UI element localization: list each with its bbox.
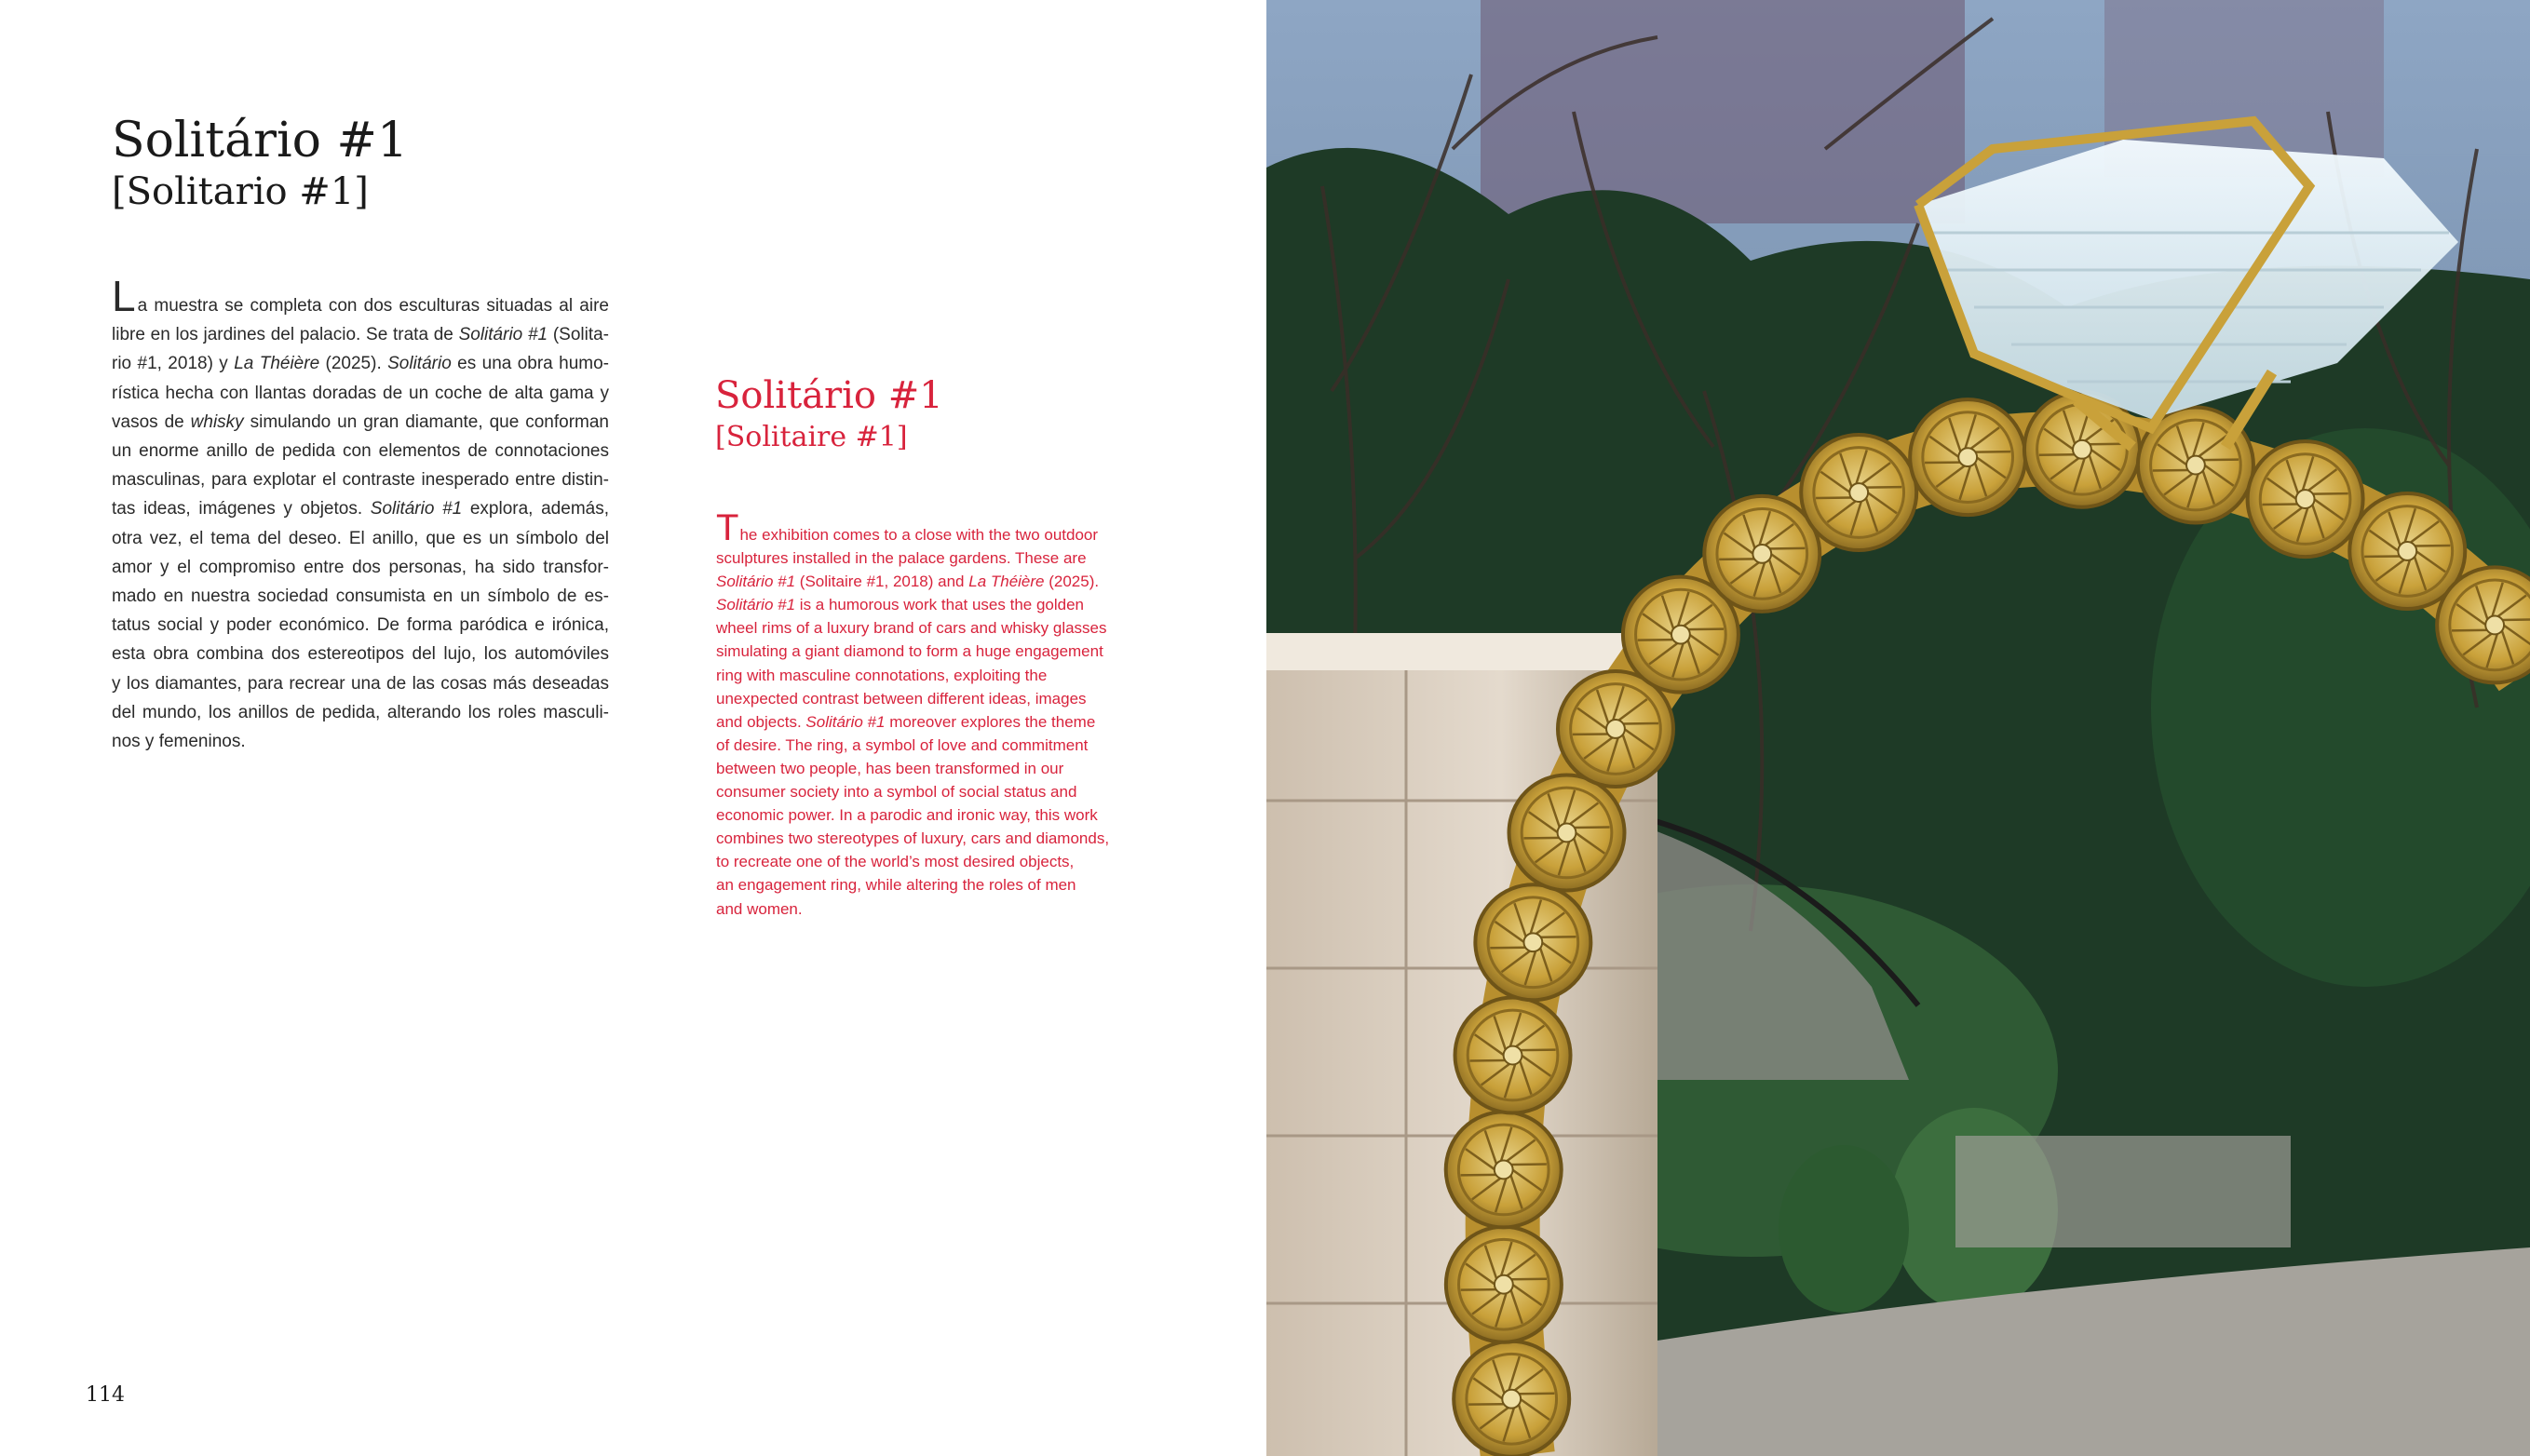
text-line xyxy=(112,494,609,523)
text-span: and women. xyxy=(716,899,803,918)
text-span: unexpected contrast between different ideas, images xyxy=(716,689,1087,708)
text-line xyxy=(112,437,609,465)
text-line xyxy=(716,803,1163,827)
text-line xyxy=(112,698,609,727)
gold-wheel-rim-icon xyxy=(1455,998,1571,1113)
text-span: amor y el compromiso entre dos personas, ha sido transfor- xyxy=(112,557,609,577)
gold-wheel-rim-icon xyxy=(1454,1341,1569,1456)
text-line xyxy=(112,611,609,640)
text-line xyxy=(716,850,1163,873)
text-line xyxy=(112,408,609,437)
text-span: mado en nuestra sociedad consumista en un símbolo de es- xyxy=(112,586,609,607)
italic-title-span: Solitário #1 xyxy=(370,499,463,519)
text-line xyxy=(112,582,609,611)
text-span: is a humorous work that uses the golden xyxy=(795,596,1085,614)
text-line xyxy=(716,640,1163,663)
text-line xyxy=(112,669,609,698)
text-span: rística hecha con llantas doradas de un coche de alta gama y xyxy=(112,383,609,403)
italic-title-span: La Théière xyxy=(968,573,1045,591)
text-line xyxy=(716,687,1163,710)
text-span: nos y femeninos. xyxy=(112,732,246,752)
text-span: consumer society into a symbol of social status and xyxy=(716,783,1077,802)
gold-wheel-rim-icon xyxy=(1475,884,1590,1000)
text-line xyxy=(716,757,1163,780)
text-span: (Solita- xyxy=(548,325,609,345)
english-title: Solitário #1 xyxy=(715,374,943,417)
gold-wheel-rim-icon xyxy=(2437,567,2530,682)
italic-title-span: Solitário #1 xyxy=(458,325,548,345)
text-line xyxy=(716,507,1163,548)
gold-wheel-rim-icon xyxy=(1910,399,2025,515)
drop-cap: L xyxy=(112,272,136,320)
text-span: of desire. The ring, a symbol of love and commitment xyxy=(716,735,1089,754)
text-span: wheel rims of a luxury brand of cars and whisky glasses xyxy=(716,619,1107,638)
italic-title-span: La Théière xyxy=(234,354,320,374)
text-span: between two people, has been transformed in our xyxy=(716,759,1064,777)
text-line xyxy=(716,827,1163,850)
text-span: y los diamantes, para recrear una de las cosas más deseadas xyxy=(112,673,609,694)
text-line xyxy=(716,734,1163,757)
text-span: and objects. xyxy=(716,712,806,731)
text-line xyxy=(112,272,609,320)
text-span: economic power. In a parodic and ironic way, this work xyxy=(716,806,1098,825)
text-line xyxy=(716,710,1163,734)
text-line xyxy=(716,664,1163,687)
drop-cap: T xyxy=(716,507,739,548)
english-body-text xyxy=(716,507,1163,921)
page-number: 114 xyxy=(86,1383,125,1407)
solitario-sculpture-photo xyxy=(1266,0,2530,1456)
text-span: ring with masculine connotations, exploiting the xyxy=(716,666,1048,684)
text-line xyxy=(716,593,1163,616)
gold-wheel-rim-icon xyxy=(1446,1112,1562,1227)
text-span: combines two stereotypes of luxury, cars and diamonds, xyxy=(716,829,1110,848)
text-line xyxy=(112,320,609,349)
english-subtitle: [Solitaire #1] xyxy=(715,421,908,453)
text-line xyxy=(112,379,609,408)
text-span: (2025). xyxy=(319,354,388,374)
text-span: (2025). xyxy=(1044,573,1100,591)
text-span: esta obra combina dos estereotipos del lujo, los automóviles xyxy=(112,644,609,665)
text-line xyxy=(716,897,1163,921)
text-span: a muestra se completa con dos esculturas situadas al aire xyxy=(137,296,609,316)
gold-wheel-rim-icon xyxy=(1704,496,1820,612)
text-line xyxy=(716,546,1163,570)
text-line xyxy=(112,349,609,378)
text-line xyxy=(112,640,609,668)
text-line xyxy=(716,873,1163,897)
text-line xyxy=(112,553,609,582)
text-span: del mundo, los anillos de pedida, alterando los roles masculi- xyxy=(112,702,609,722)
topiary-bush-small xyxy=(1779,1145,1909,1313)
text-span: es una obra humo- xyxy=(451,354,609,374)
italic-title-span: Solitário #1 xyxy=(805,712,886,731)
gold-wheel-rim-icon xyxy=(2248,441,2363,557)
stone-steps xyxy=(1955,1136,2291,1247)
text-line xyxy=(716,570,1163,593)
text-span: libre en los jardines del palacio. Se trata de xyxy=(112,325,459,345)
text-span: simulando un gran diamante, que conforman xyxy=(243,411,609,432)
italic-title-span: Solitário xyxy=(387,354,452,374)
pillar-cap xyxy=(1266,633,1657,670)
text-line xyxy=(716,616,1163,640)
italic-title-span: whisky xyxy=(190,411,244,432)
text-span: sculptures installed in the palace gardens. These are xyxy=(716,549,1087,568)
text-line xyxy=(112,465,609,494)
text-line xyxy=(112,524,609,553)
text-span: an engagement ring, while altering the roles of men xyxy=(716,876,1076,895)
text-span: he exhibition comes to a close with the two outdoor xyxy=(739,526,1099,544)
text-span: tas ideas, imágenes y objetos. xyxy=(112,499,371,519)
spanish-subtitle: [Solitario #1] xyxy=(112,170,369,213)
text-span: to recreate one of the world’s most desired objects, xyxy=(716,853,1075,871)
palace-facade xyxy=(1481,0,1965,223)
text-line xyxy=(112,727,609,756)
text-span: un enorme anillo de pedida con elementos de connotaciones xyxy=(112,441,609,462)
text-span: vasos de xyxy=(112,411,191,432)
italic-title-span: Solitário #1 xyxy=(716,596,796,614)
text-span: (Solitaire #1, 2018) and xyxy=(795,573,969,591)
gold-wheel-rim-icon xyxy=(1801,435,1916,550)
spanish-body-text xyxy=(112,272,609,756)
gold-wheel-rim-icon xyxy=(1446,1227,1562,1342)
text-span: moreover explores the theme xyxy=(885,712,1096,731)
spanish-title: Solitário #1 xyxy=(112,113,409,169)
text-span: otra vez, el tema del deseo. El anillo, que es un símbolo del xyxy=(112,528,609,548)
text-span: masculinas, para explotar el contraste inesperado entre distin- xyxy=(112,470,609,491)
sculpture-photograph xyxy=(1266,0,2530,1456)
italic-title-span: Solitário #1 xyxy=(716,573,796,591)
text-span: rio #1, 2018) y xyxy=(112,354,235,374)
gold-wheel-rim-icon xyxy=(1509,775,1625,890)
text-line xyxy=(716,780,1163,803)
text-span: explora, además, xyxy=(462,499,609,519)
text-span: simulating a giant diamond to form a huge engagement xyxy=(716,642,1103,661)
text-span: tatus social y poder económico. De forma paródica e irónica, xyxy=(112,615,609,636)
